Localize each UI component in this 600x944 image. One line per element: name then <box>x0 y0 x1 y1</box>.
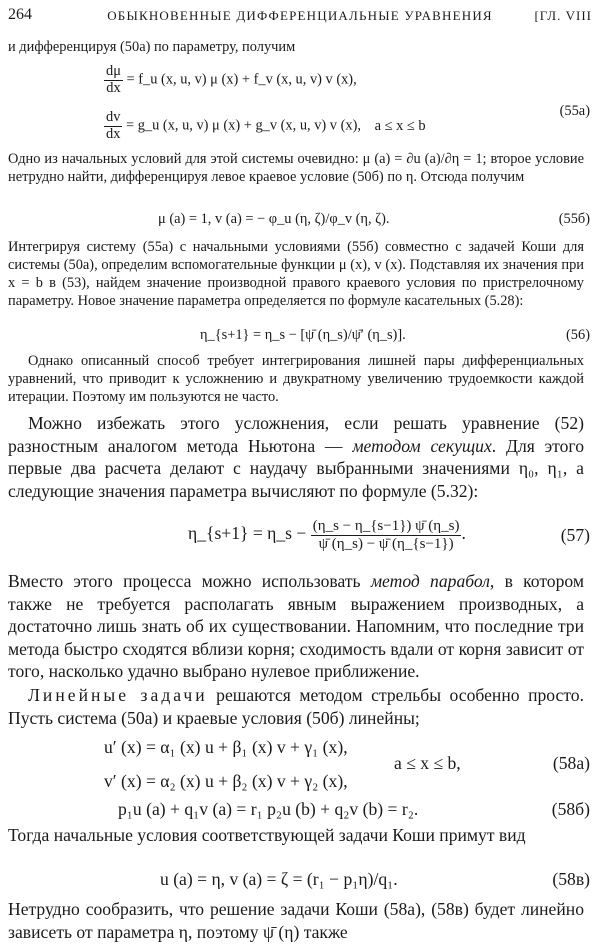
paragraph-3: Интегрируя систему (55а) с начальными условиями (55б) совместно с задачей Коши для системы (50а), определим вспомогательные функции μ (x), v (x). Подставляя их значения при x = b в (53), найдем значение производной правого краевого условия по пристрелочному параметру. Новое значение параметра определяется по формуле касательных (5.28): <box>8 239 584 309</box>
paragraph-8: Тогда начальные условия соответствующей задачи Коши примут вид <box>8 825 526 845</box>
equation-58v: u (a) = η, v (a) = ζ = (r₁ − p₁η)/q₁. <box>160 869 398 889</box>
equation-55a-line2 <box>104 110 426 143</box>
paragraph-9: Нетрудно сообразить, что решение задачи Коши (58а), (58в) будет линейно зависеть от параметра η, поэтому ψ̄ (η) также <box>8 899 584 942</box>
equation-number-58b: (58б) <box>551 799 590 819</box>
paragraph-5 <box>8 412 584 502</box>
emphasis-secant-method: методом секущих <box>352 435 492 456</box>
equation-57-period: . <box>461 523 466 544</box>
paragraph-5-text-end: . Для этого первые два расчета делают с наудачу выбранными значениями η₀, η₁, а следующие значения параметра вычисляют по формуле (5.32): <box>8 435 584 501</box>
paragraph-4: Однако описанный способ требует интегрирования лишней пары дифференциальных уравнений, что приводит к усложнению и двукратному увеличению трудоемкости каждой итерации. Поэтому им пользуются не часто. <box>8 353 584 405</box>
paragraph-7-text: решаются методом стрельбы особенно просто. Пусть система (50а) и краевые условия (50б) линейны; <box>8 685 584 728</box>
equation-58a-line2: v′ (x) = α₂ (x) u + β₂ (x) v + γ₂ (x), <box>104 771 348 791</box>
equation-58a-condition: a ≤ x ≤ b, <box>394 753 461 773</box>
equation-55a-line2-rhs: = g_u (x, u, v) μ (x) + g_v (x, u, v) v (x), <box>126 117 361 134</box>
equation-58b: p₁u (a) + q₁v (a) = r₁ p₂u (b) + q₂v (b) = r₂. <box>118 799 419 819</box>
chapter-label: [ГЛ. VIII <box>534 8 592 23</box>
equation-55a-line1-rhs: = f_u (x, u, v) μ (x) + f_v (x, u, v) v (x), <box>126 71 357 88</box>
equation-58a-line1: u′ (x) = α₁ (x) u + β₁ (x) v + γ₁ (x), <box>104 737 348 757</box>
running-title: ОБЫКНОВЕННЫЕ ДИФФЕРЕНЦИАЛЬНЫЕ УРАВНЕНИЯ <box>107 8 493 23</box>
page-number: 264 <box>8 6 32 23</box>
equation-55b: μ (a) = 1, v (a) = − φ_u (η, ζ)/φ_v (η, ζ). <box>158 211 390 227</box>
fraction-denominator: ψ̄ (η_s) − ψ̄ (η_{s−1}) <box>318 535 454 552</box>
fraction-denominator: dx <box>106 125 121 142</box>
equation-number-58v: (58в) <box>552 869 590 889</box>
equation-number-56: (56) <box>566 327 590 343</box>
fraction-numerator: dμ <box>106 63 121 79</box>
paragraph-5-text: Можно избежать этого усложнения, если решать уравнение (52) разностным аналогом метода Ньютона — <box>8 413 584 456</box>
emphasis-linear-problems: Линейные задачи <box>28 685 208 705</box>
page-header <box>8 6 592 28</box>
equation-56: η_{s+1} = η_s − [ψ̄ (η_s)/ψ̄′ (η_s)]. <box>200 327 406 343</box>
equation-55a-line1 <box>104 64 357 97</box>
equation-number-57: (57) <box>560 525 590 545</box>
paragraph-6-text-end: , в котором также не требуется располагать явным выражением производных, а достаточно лишь знать об их существовании. Напомним, что последние три метода быстро сходятся вблизи корня; сходимость вдали от корня зависит от того, насколько удачно выбрано нулевое приближение. <box>8 571 584 681</box>
equation-number-58a: (58а) <box>552 753 590 773</box>
paragraph-1: и дифференцируя (50а) по параметру, получим <box>8 39 296 55</box>
fraction-denominator: dx <box>106 79 121 96</box>
equation-57 <box>188 518 466 552</box>
paragraph-7 <box>8 684 584 729</box>
equation-number-55a: (55а) <box>559 103 590 119</box>
paragraph-6-text: Вместо этого процесса можно использовать <box>8 571 371 591</box>
emphasis-parabola-method: метод парабол <box>370 571 490 591</box>
paragraph-6 <box>8 570 584 683</box>
equation-number-55b: (55б) <box>558 211 590 227</box>
fraction-numerator: (η_s − η_{s−1}) ψ̄ (η_s) <box>312 518 460 534</box>
equation-55a-condition: a ≤ x ≤ b <box>374 117 426 134</box>
fraction-numerator: dv <box>106 109 121 125</box>
equation-57-lhs: η_{s+1} = η_s − <box>188 523 307 544</box>
paragraph-2: Одно из начальных условий для этой системы очевидно: μ (a) = ∂u (a)/∂η = 1; второе условие нетрудно найти, дифференцируя левое краевое условие (50б) по η. Отсюда получим <box>8 151 584 185</box>
